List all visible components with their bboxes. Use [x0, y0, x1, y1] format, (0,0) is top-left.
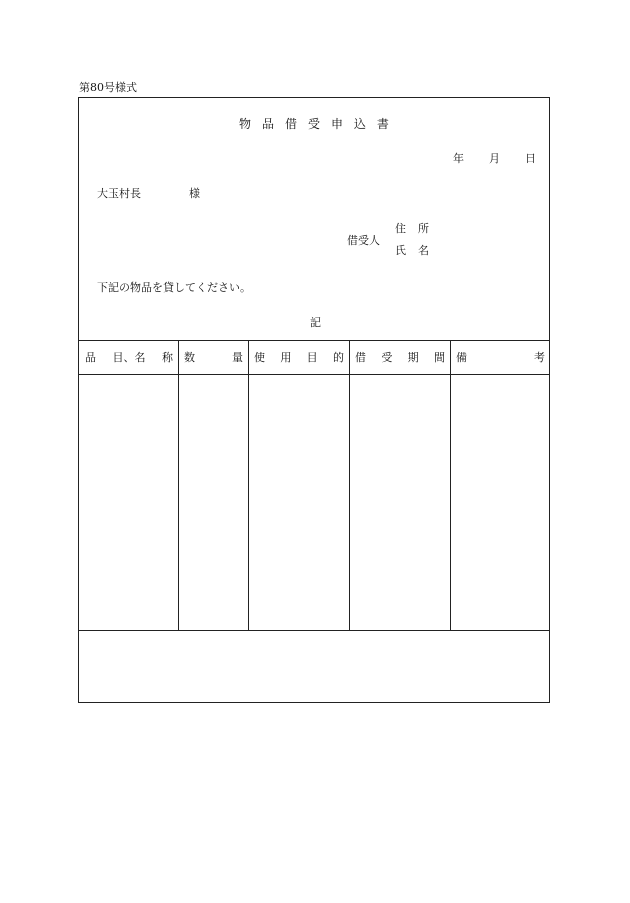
- title-char: 品: [261, 117, 274, 131]
- header-char: 的: [332, 351, 344, 364]
- header-char: 用: [280, 351, 292, 364]
- address-label-char: 所: [418, 222, 429, 235]
- table-bottom-line: [79, 630, 549, 631]
- date-month-label: 月: [489, 152, 500, 165]
- form-number: 第80号様式: [79, 81, 137, 94]
- title-char: 込: [353, 117, 366, 131]
- ki-label: 記: [310, 316, 321, 329]
- header-item-name: [85, 352, 173, 363]
- applicant-label: 借受人: [347, 234, 380, 247]
- header-char: 目、名: [112, 351, 146, 364]
- form-frame: [78, 97, 550, 703]
- header-char: 考: [534, 351, 545, 364]
- header-char: 受: [381, 351, 393, 364]
- title-char: 物: [239, 117, 252, 131]
- name-label-char: 氏: [395, 244, 406, 257]
- header-char: 品: [85, 351, 96, 364]
- header-char: 間: [433, 351, 445, 364]
- title-char: 借: [284, 117, 297, 131]
- header-purpose: [254, 352, 344, 363]
- address-label-char: 住: [395, 222, 406, 235]
- addressee-honorific: 様: [189, 187, 200, 200]
- request-text: 下記の物品を貸してください。: [97, 281, 251, 294]
- header-char: 備: [456, 351, 467, 364]
- date-year-label: 年: [453, 152, 464, 165]
- date-day-label: 日: [525, 152, 536, 165]
- header-char: 期: [407, 351, 419, 364]
- title-char: 申: [330, 117, 343, 131]
- title-char: 受: [307, 117, 320, 131]
- header-char: 使: [254, 351, 265, 364]
- header-char: 称: [162, 351, 173, 364]
- header-char: 借: [355, 351, 366, 364]
- header-loan-period: [355, 352, 445, 363]
- column-divider: [248, 340, 249, 630]
- form-title: [239, 118, 389, 130]
- header-quantity: [184, 352, 243, 363]
- name-label-char: 名: [418, 244, 429, 257]
- title-char: 書: [376, 117, 389, 131]
- header-char: 目: [306, 351, 318, 364]
- name-label: [395, 245, 429, 256]
- table-top-line: [79, 340, 549, 341]
- address-label: [395, 223, 429, 234]
- table-header-line: [79, 374, 549, 375]
- column-divider: [178, 340, 179, 630]
- header-remarks: [456, 352, 545, 363]
- header-char: 量: [232, 351, 243, 364]
- column-divider: [450, 340, 451, 630]
- header-char: 数: [184, 351, 195, 364]
- addressee-name: 大玉村長: [97, 187, 141, 200]
- column-divider: [349, 340, 350, 630]
